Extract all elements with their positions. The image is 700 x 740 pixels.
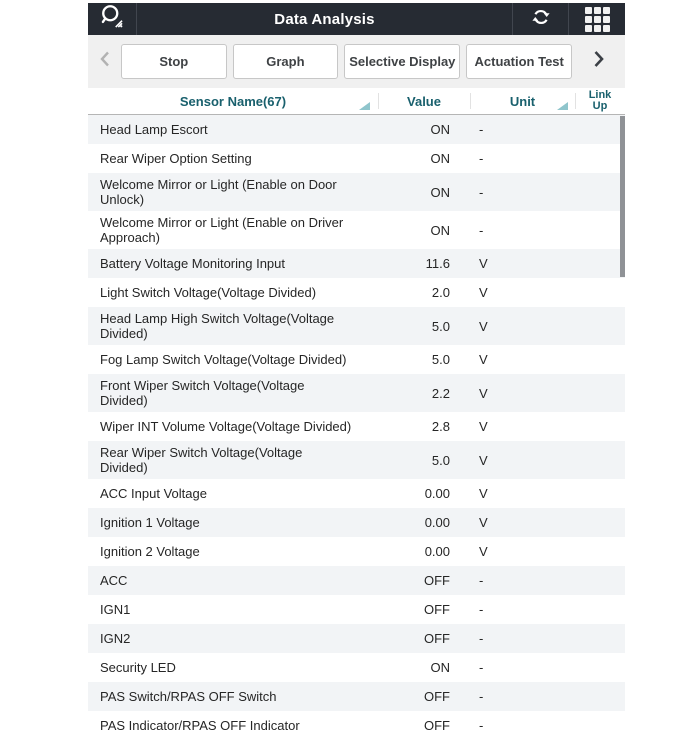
graph-button[interactable]: Graph — [233, 44, 339, 79]
sensor-value-cell: ON — [430, 184, 450, 200]
sensor-name-cell: Welcome Mirror or Light (Enable on Driver Approach) — [100, 215, 344, 245]
sensor-unit-cell: - — [479, 631, 484, 646]
sensor-name-cell: Fog Lamp Switch Voltage(Voltage Divided) — [100, 352, 347, 367]
chevron-left-icon — [98, 49, 112, 74]
sensor-value-cell: 0.00 — [424, 515, 450, 530]
sort-triangle-icon — [557, 102, 568, 110]
sensor-name-cell: Ignition 2 Voltage — [100, 544, 200, 559]
sensor-name-cell: ACC — [100, 573, 128, 588]
refresh-button[interactable] — [512, 3, 568, 35]
table-row[interactable] — [88, 653, 625, 682]
selective-display-button[interactable]: Selective Display — [344, 44, 460, 79]
sensor-value-cell: 0.00 — [424, 544, 450, 559]
sensor-value-cell: 5.0 — [431, 318, 450, 334]
sensor-unit-cell: - — [479, 184, 484, 200]
table-row[interactable] — [88, 508, 625, 537]
sensor-value-cell: OFF — [424, 689, 450, 704]
sensor-value-cell: 0.00 — [424, 486, 450, 501]
value-column-header[interactable] — [378, 88, 470, 114]
sensor-name-cell: Rear Wiper Switch Voltage(Voltage Divided) — [100, 445, 303, 475]
sensor-name-cell: Wiper INT Volume Voltage(Voltage Divided) — [100, 419, 352, 434]
table-row[interactable] — [88, 566, 625, 595]
chevron-right-icon — [591, 49, 606, 74]
unit-column-header[interactable] — [470, 88, 575, 114]
table-row[interactable] — [88, 595, 625, 624]
sensor-name-cell: Welcome Mirror or Light (Enable on Door Unlock) — [100, 177, 337, 207]
table-body — [88, 115, 625, 733]
sensor-value-cell: 2.8 — [431, 419, 450, 434]
sensor-name-cell: Front Wiper Switch Voltage(Voltage Divided) — [100, 378, 305, 408]
sensor-name-cell: Head Lamp High Switch Voltage(Voltage Divided) — [100, 311, 335, 341]
link-up-column-header[interactable] — [575, 88, 625, 114]
table-row[interactable] — [88, 624, 625, 653]
sensor-name-cell: IGN1 — [100, 602, 131, 617]
diagnostic-app-window — [88, 3, 625, 733]
sensor-name-cell: ACC Input Voltage — [100, 486, 207, 501]
sensor-value-cell: OFF — [424, 602, 450, 617]
table-header — [88, 88, 625, 115]
table-row[interactable] — [88, 173, 625, 211]
value-header-label: Value — [407, 93, 441, 109]
table-row[interactable] — [88, 211, 625, 249]
search-zoom-button[interactable] — [88, 3, 136, 35]
scrollbar-thumb[interactable] — [620, 116, 625, 277]
sensor-name-column-header[interactable] — [88, 88, 378, 114]
sensor-unit-cell: V — [479, 544, 488, 559]
table-row[interactable] — [88, 278, 625, 307]
toolbar — [88, 35, 625, 88]
sensor-unit-cell: V — [479, 452, 488, 468]
magnifier-resize-icon — [98, 3, 126, 36]
sensor-name-cell: Ignition 1 Voltage — [100, 515, 200, 530]
sensor-unit-cell: V — [479, 256, 488, 271]
sensor-unit-cell: V — [479, 352, 488, 367]
sensor-value-cell: 11.6 — [425, 256, 450, 271]
sensor-name-cell: Security LED — [100, 660, 176, 675]
stop-button[interactable]: Stop — [121, 44, 227, 79]
sensor-value-cell: OFF — [424, 573, 450, 588]
table-row[interactable] — [88, 711, 625, 740]
sensor-value-cell: 5.0 — [431, 352, 450, 367]
sensor-name-header-label: Sensor Name(67) — [179, 93, 287, 109]
sensor-value-cell: ON — [430, 660, 450, 675]
sort-triangle-icon — [359, 102, 370, 110]
sensor-unit-cell: - — [479, 718, 484, 733]
table-row[interactable] — [88, 249, 625, 278]
refresh-icon — [529, 5, 553, 34]
link-up-header-label: Link Up — [588, 89, 612, 112]
sensor-name-cell: IGN2 — [100, 631, 131, 646]
sensor-unit-cell: - — [479, 151, 484, 166]
sensor-unit-cell: V — [479, 385, 488, 401]
top-bar — [88, 3, 625, 35]
sensor-value-cell: 2.0 — [431, 285, 450, 300]
table-row[interactable] — [88, 412, 625, 441]
table-row[interactable] — [88, 537, 625, 566]
sensor-name-cell: PAS Indicator/RPAS OFF Indicator — [100, 718, 300, 733]
sensor-unit-cell: V — [479, 515, 488, 530]
sensor-value-cell: 2.2 — [431, 385, 450, 401]
sensor-unit-cell: - — [479, 122, 484, 137]
page-title: Data Analysis — [136, 3, 512, 35]
actuation-test-button[interactable]: Actuation Test — [466, 44, 572, 79]
sensor-name-cell: PAS Switch/RPAS OFF Switch — [100, 689, 277, 704]
sensor-name-cell: Rear Wiper Option Setting — [100, 151, 252, 166]
sensor-name-cell: Light Switch Voltage(Voltage Divided) — [100, 285, 317, 300]
sensor-unit-cell: - — [479, 573, 484, 588]
sensor-unit-cell: - — [479, 689, 484, 704]
sensor-value-cell: ON — [430, 122, 450, 137]
sensor-unit-cell: - — [479, 602, 484, 617]
sensor-unit-cell: V — [479, 419, 488, 434]
table-row[interactable] — [88, 479, 625, 508]
sensor-name-cell: Head Lamp Escort — [100, 122, 208, 137]
table-row[interactable] — [88, 682, 625, 711]
sensor-value-cell: OFF — [424, 718, 450, 733]
table-row[interactable] — [88, 374, 625, 412]
sensor-name-cell: Battery Voltage Monitoring Input — [100, 256, 286, 271]
table-row[interactable] — [88, 345, 625, 374]
sensor-value-cell: ON — [430, 222, 450, 238]
sensor-unit-cell: V — [479, 318, 488, 334]
prev-page-button[interactable] — [92, 49, 118, 74]
sensor-unit-cell: - — [479, 222, 484, 238]
sensor-value-cell: OFF — [424, 631, 450, 646]
table-row[interactable] — [88, 115, 625, 144]
table-row[interactable] — [88, 441, 625, 479]
app-grid-icon — [585, 7, 610, 32]
app-menu-button[interactable] — [568, 3, 625, 35]
next-page-button[interactable] — [583, 49, 613, 74]
sensor-value-cell: ON — [430, 151, 450, 166]
sensor-value-cell: 5.0 — [431, 452, 450, 468]
sensor-unit-cell: - — [479, 660, 484, 675]
sensor-unit-cell: V — [479, 486, 488, 501]
table-row[interactable] — [88, 307, 625, 345]
unit-header-label: Unit — [509, 93, 536, 109]
table-row[interactable] — [88, 144, 625, 173]
sensor-unit-cell: V — [479, 285, 488, 300]
